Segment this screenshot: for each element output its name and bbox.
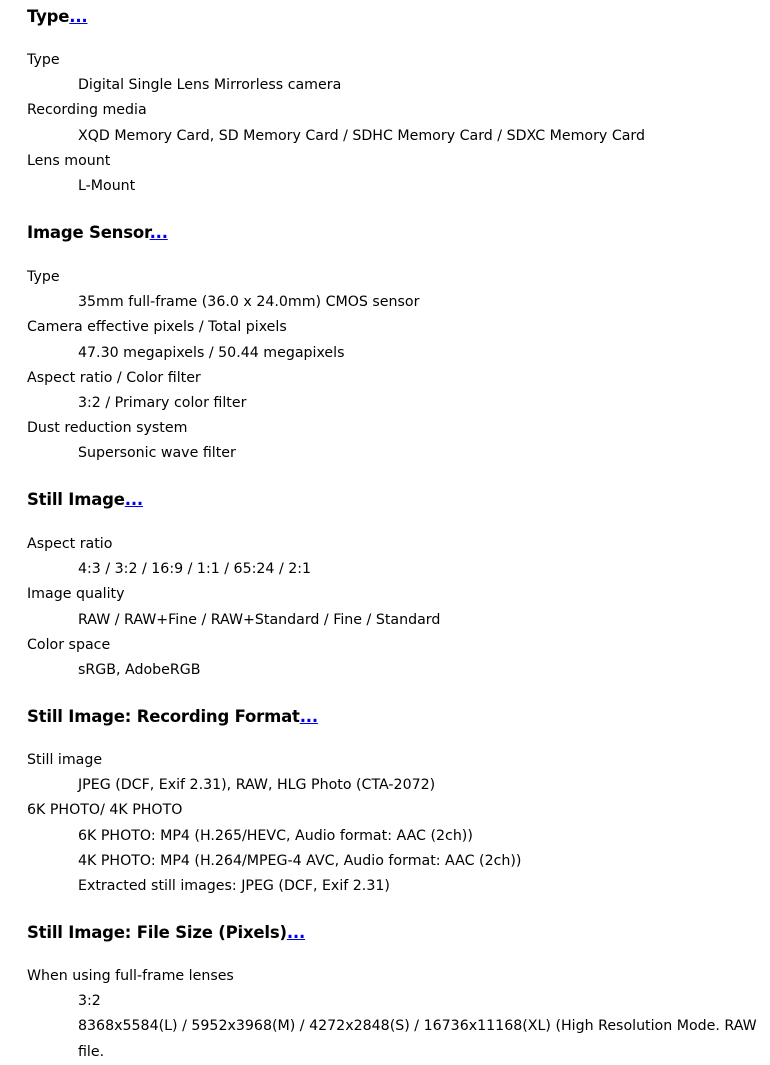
spec-list-still-image	[27, 532, 440, 683]
spec-value: 8368x5584(L) / 5952x3968(M) / 4272x2848(S) / 16736x11168(XL) (High Resolution Mode. RAW file.	[78, 1018, 757, 1060]
more-link[interactable]: ...	[286, 923, 306, 942]
section-title-text: Still Image	[27, 490, 125, 509]
spec-value: 4K PHOTO: MP4 (H.264/MPEG-4 AVC, Audio format: AAC (2ch))	[78, 852, 522, 869]
spec-term: When using full-frame lenses	[27, 968, 234, 984]
spec-term: Dust reduction system	[27, 420, 188, 437]
section-title-file-size	[27, 922, 305, 944]
spec-term: Aspect ratio	[27, 536, 113, 552]
section-title-type	[27, 6, 87, 28]
spec-value: L-Mount	[78, 177, 136, 194]
spec-value: 3:2	[78, 993, 101, 1010]
section-title-text: Image Sensor	[27, 223, 150, 242]
section-title-recording-format	[27, 706, 318, 728]
spec-term: Camera effective pixels / Total pixels	[27, 319, 287, 336]
more-link[interactable]: ...	[69, 7, 88, 26]
spec-list-recording-format	[27, 748, 521, 899]
section-title-image-sensor	[27, 222, 168, 244]
spec-value: 6K PHOTO: MP4 (H.265/HEVC, Audio format: AAC (2ch))	[78, 827, 473, 844]
spec-term: 6K PHOTO/ 4K PHOTO	[27, 802, 183, 819]
spec-term: Recording media	[27, 102, 147, 119]
spec-term: Color space	[27, 636, 111, 653]
spec-list-type	[27, 48, 645, 199]
more-link[interactable]: ...	[299, 707, 318, 726]
spec-value: XQD Memory Card, SD Memory Card / SDHC Memory Card / SDXC Memory Card	[78, 127, 646, 144]
section-title-text: Still Image: Recording Format	[27, 707, 300, 726]
spec-term: Image quality	[27, 586, 125, 603]
spec-value: 3:2 / Primary color filter	[78, 394, 247, 411]
spec-value: 35mm full-frame (36.0 x 24.0mm) CMOS sensor	[78, 294, 420, 311]
section-title-text: Still Image: File Size (Pixels)	[27, 923, 287, 942]
spec-term: Still image	[27, 752, 103, 768]
more-link[interactable]: ...	[149, 223, 168, 242]
more-link[interactable]: ...	[124, 490, 143, 509]
spec-term: Type	[27, 52, 60, 68]
spec-value: JPEG (DCF, Exif 2.31), RAW, HLG Photo (CTA-2072)	[78, 777, 436, 794]
spec-value: sRGB, AdobeRGB	[78, 661, 201, 678]
section-title-still-image	[27, 489, 143, 511]
spec-term: Aspect ratio / Color filter	[27, 369, 201, 386]
spec-value: Extracted still images: JPEG (DCF, Exif 2.31)	[78, 877, 390, 894]
spec-list-image-sensor	[27, 265, 419, 467]
spec-value: RAW / RAW+Fine / RAW+Standard / Fine / Standard	[78, 611, 441, 628]
spec-list-file-size	[27, 964, 758, 1065]
spec-term: Lens mount	[27, 152, 111, 169]
spec-value: Supersonic wave filter	[78, 445, 236, 462]
spec-value: 4:3 / 3:2 / 16:9 / 1:1 / 65:24 / 2:1	[78, 561, 312, 578]
section-title-text: Type	[27, 7, 70, 26]
spec-value: 47.30 megapixels / 50.44 megapixels	[78, 344, 345, 361]
spec-value: Digital Single Lens Mirrorless camera	[78, 77, 342, 94]
spec-term: Type	[27, 269, 60, 285]
